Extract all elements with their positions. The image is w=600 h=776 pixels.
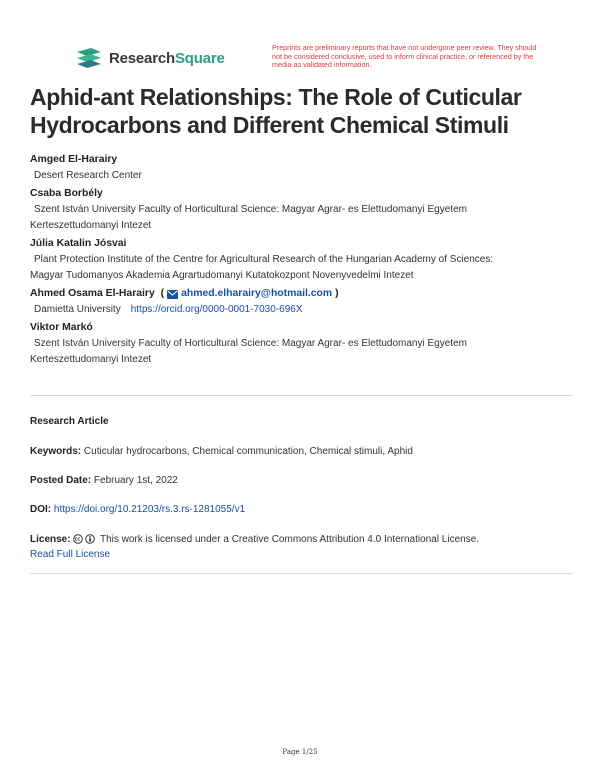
license-block [30,532,575,562]
posted-date-value: February 1st, 2022 [93,475,178,486]
author-entry [30,152,580,184]
author-name: Csaba Borbély [30,188,103,199]
author-entry [30,186,580,234]
author-affiliation: Szent István University Faculty of Horticultural Science: Magyar Agrar- es Elettudomanyi Egyetem Kerteszettudomanyi Intezet [30,204,467,231]
author-list [30,152,580,370]
author-affiliation: Desert Research Center [34,170,142,181]
attribution-icon [85,534,95,544]
license-text: This work is licensed under a Creative Commons Attribution 4.0 International License. [99,534,480,545]
divider [30,395,573,396]
author-affiliation: Szent István University Faculty of Horticultural Science: Magyar Agrar- es Elettudomanyi Egyetem Kerteszettudomanyi Intezet [30,338,467,365]
doi-line [30,502,575,517]
author-name: Júlia Katalin Jósvai [30,238,127,249]
orcid-link[interactable]: https://orcid.org/0000-0001-7030-696X [130,304,303,315]
research-square-logo-icon [75,47,103,69]
keywords-label: Keywords: [30,446,82,457]
doi-link[interactable]: https://doi.org/10.21203/rs.3.rs-1281055/v1 [53,504,246,515]
paper-title: Aphid-ant Relationships: The Role of Cuticular Hydrocarbons and Different Chemical Stimuli [30,84,522,138]
page-number: Page 1/25 [282,748,318,756]
envelope-icon [167,290,178,299]
creative-commons-icon [73,534,83,544]
article-type: Research Article [30,416,109,427]
posted-date-line [30,473,575,488]
posted-date-label: Posted Date: [30,475,92,486]
author-entry [30,236,580,284]
divider [30,573,573,574]
keywords-line [30,444,575,459]
preprint-notice: Preprints are preliminary reports that have not undergone peer review. They should not be considered conclusive, used to inform clinical practice, or referenced by the media as validated information. [272,43,537,70]
logo-wordmark: ResearchSquare [109,49,225,67]
license-label: License: [30,534,71,545]
keywords-value: Cuticular hydrocarbons, Chemical communication, Chemical stimuli, Aphid [83,446,413,457]
author-entry [30,320,580,368]
author-affiliation: Plant Protection Institute of the Centre for Agricultural Research of the Hungarian Academy of Sciences: Magyar Tudomanyos Akademia Agrartudomanyi Kutatokozpont Novenyvedelmi Intezet [30,254,494,281]
research-square-logo[interactable] [75,47,225,69]
author-entry [30,286,580,318]
author-email-link[interactable]: ahmed.elharairy@hotmail.com [167,286,332,302]
author-name: Amged El-Harairy [30,154,118,165]
doi-label: DOI: [30,504,52,515]
author-affiliation: Damietta University https://orcid.org/0000-0001-7030-696X [34,304,303,315]
read-full-license-link[interactable]: Read Full License [30,549,111,560]
author-name: Viktor Markó [30,322,93,333]
cc-license-icons [73,534,95,544]
author-name-with-email: Ahmed Osama El-Harairy ( ahmed.elharairy@hotmail.com ) [30,286,580,302]
